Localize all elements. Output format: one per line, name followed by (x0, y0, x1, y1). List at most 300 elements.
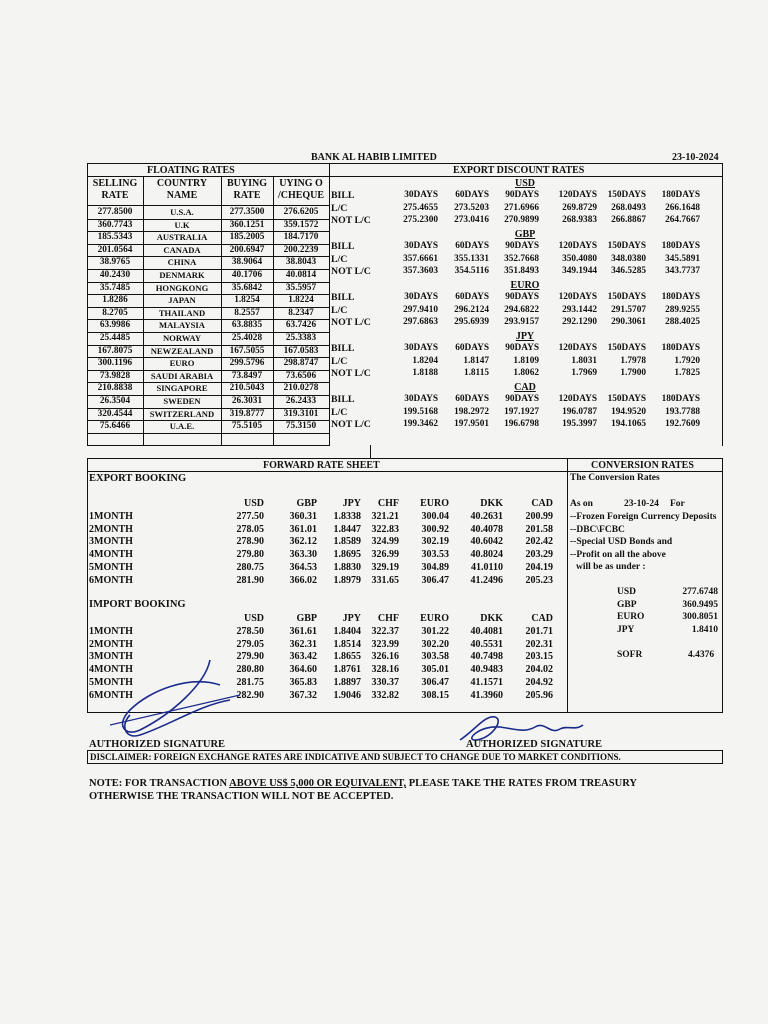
forward-rate: 363.42 (289, 651, 317, 663)
floating-rate: 8.2557 (234, 307, 260, 318)
floating-rate: 276.6205 (283, 207, 319, 217)
forward-rate: 367.32 (289, 689, 317, 701)
forward-rate: 361.01 (289, 523, 317, 535)
discount-rate: 180DAYS (661, 343, 700, 353)
forward-rate: 306.47 (421, 676, 449, 688)
discount-rate: 90DAYS (505, 394, 539, 404)
discount-rate: 357.6661 (403, 253, 438, 264)
floating-header: BUYING (226, 178, 267, 189)
export-discount-title: EXPORT DISCOUNT RATES (453, 165, 585, 176)
floating-rate: 167.5055 (229, 345, 265, 356)
floating-rate: 75.3150 (285, 421, 317, 432)
floating-header: RATE (233, 190, 261, 201)
forward-rate: 303.58 (421, 651, 449, 663)
forward-rate: 1.8830 (333, 561, 361, 573)
forward-rate: 203.29 (525, 549, 553, 561)
discount-type: NOT L/C (331, 368, 371, 380)
discount-rate: 1.7900 (620, 368, 646, 379)
discount-rate: 120DAYS (558, 241, 597, 251)
forward-tenor: 4MONTH (89, 549, 133, 561)
discount-rate: 1.8062 (513, 368, 539, 379)
conversion-currency: JPY (617, 624, 635, 635)
forward-rate: 323.99 (371, 638, 399, 650)
conversion-note: --DBC\FCBC (570, 524, 625, 535)
discount-rate: 60DAYS (455, 241, 489, 251)
discount-rate: 197.9501 (454, 419, 489, 430)
forward-rate: 326.99 (371, 549, 399, 561)
floating-rate: 277.3500 (229, 207, 265, 217)
discount-rate: 195.3997 (562, 419, 597, 430)
discount-rate: 295.6939 (454, 317, 489, 328)
discount-currency: EURO (510, 280, 540, 291)
conversion-note: --Frozen Foreign Currency Deposits (570, 512, 717, 522)
discount-rate: 180DAYS (661, 241, 700, 251)
floating-country: JAPAN (168, 295, 196, 306)
floating-rate: 40.0814 (285, 270, 317, 280)
forward-tenor: 3MONTH (89, 651, 133, 663)
discount-rate: 296.2124 (454, 304, 489, 315)
floating-rate: 277.8500 (97, 207, 133, 217)
forward-rate: 1.8589 (333, 536, 361, 548)
discount-rate: 1.8147 (463, 355, 489, 366)
forward-rate: 306.47 (421, 574, 449, 586)
forward-header: DKK (480, 498, 503, 509)
discount-rate: 120DAYS (558, 292, 597, 302)
forward-rate: 40.6042 (470, 536, 503, 548)
discount-type: BILL (331, 241, 355, 252)
conversion-currency: GBP (617, 599, 637, 610)
conversion-currency: EURO (617, 612, 645, 623)
forward-rate: 1.8761 (333, 664, 361, 676)
floating-rate: 320.4544 (97, 408, 133, 419)
forward-header: EURO (420, 498, 449, 509)
disclaimer-text: DISCLAIMER: FOREIGN EXCHANGE RATES ARE INDICATIVE AND SUBJECT TO CHANGE DUE TO MARKET CONDITIONS. (90, 752, 621, 762)
discount-rate: 350.4080 (562, 253, 597, 264)
note-line-1 (89, 778, 637, 789)
discount-type: L/C (331, 406, 348, 418)
forward-rate: 321.21 (371, 511, 399, 522)
floating-country: HONGKONG (155, 282, 209, 293)
forward-header: GBP (296, 613, 317, 624)
discount-rate: 288.4025 (665, 317, 700, 328)
conversion-note: will be as under : (576, 562, 646, 573)
forward-rate: 365.83 (289, 676, 317, 688)
floating-rate: 299.5796 (229, 358, 265, 369)
discount-rate: 275.4655 (403, 202, 438, 213)
discount-rate: 60DAYS (455, 292, 489, 302)
discount-rate: 343.7737 (665, 266, 700, 277)
forward-rate: 303.53 (421, 549, 449, 561)
forward-header: CAD (531, 613, 553, 624)
as-on-date: 23-10-24 (624, 499, 659, 509)
discount-type: NOT L/C (331, 266, 371, 278)
floating-rate: 40.1706 (231, 270, 263, 280)
floating-country: MALAYSIA (158, 320, 205, 331)
forward-header: JPY (342, 498, 361, 509)
forward-tenor: 3MONTH (89, 536, 133, 548)
floating-rate: 40.2430 (99, 270, 131, 280)
forward-rate: 326.16 (371, 651, 399, 663)
floating-header: COUNTRY (156, 178, 208, 189)
floating-header: UYING O (279, 178, 323, 189)
discount-type: NOT L/C (331, 215, 371, 227)
forward-header: CHF (377, 498, 399, 509)
forward-header: USD (243, 498, 264, 509)
floating-title: FLOATING RATES (147, 165, 235, 176)
forward-rate: 280.75 (236, 561, 264, 573)
discount-rate: 194.1065 (611, 419, 646, 430)
floating-rate: 38.8043 (285, 257, 317, 268)
forward-rate: 366.02 (289, 574, 317, 586)
forward-rate: 41.3960 (470, 689, 503, 701)
discount-rate: 1.7969 (571, 368, 597, 379)
forward-tenor: 5MONTH (89, 676, 133, 688)
forward-rate: 281.90 (236, 574, 264, 586)
forward-rate: 203.15 (525, 651, 553, 663)
forward-rate: 41.0110 (471, 561, 503, 573)
discount-rate: 346.5285 (611, 266, 646, 277)
floating-country: SINGAPORE (156, 383, 208, 394)
discount-rate: 1.7825 (674, 368, 700, 379)
discount-rate: 196.6798 (504, 419, 539, 430)
note-prefix: NOTE: FOR TRANSACTION (89, 778, 230, 789)
discount-rate: 354.5116 (454, 266, 489, 277)
discount-rate: 60DAYS (455, 190, 489, 200)
floating-country: NORWAY (162, 333, 202, 343)
floating-rate: 319.3101 (283, 408, 319, 419)
discount-rate: 270.9899 (504, 215, 539, 226)
discount-rate: 30DAYS (404, 394, 438, 404)
sofr-label: SOFR (617, 650, 643, 660)
discount-rate: 120DAYS (558, 343, 597, 353)
forward-rate: 322.83 (371, 523, 399, 535)
discount-rate: 268.0493 (611, 202, 646, 213)
discount-type: BILL (331, 394, 355, 405)
discount-rate: 90DAYS (505, 292, 539, 302)
discount-rate: 197.1927 (504, 406, 539, 417)
conversion-rate: 1.8410 (691, 624, 718, 635)
forward-rate: 360.31 (289, 511, 317, 522)
left-signature-icon (110, 655, 250, 750)
discount-rate: 30DAYS (404, 190, 438, 200)
forward-tenor: 5MONTH (89, 561, 133, 573)
floating-rate: 8.2347 (288, 307, 314, 318)
conversion-currency: USD (617, 587, 637, 597)
discount-type: BILL (331, 292, 355, 303)
discount-currency: CAD (514, 382, 536, 393)
conversion-note: --Profit on all the above (570, 549, 666, 560)
discount-rate: 273.0416 (454, 215, 489, 226)
discount-rate: 297.9410 (403, 304, 438, 315)
floating-country: SWITZERLAND (149, 408, 215, 419)
floating-header: SELLING (92, 178, 138, 189)
floating-rate: 1.8286 (102, 295, 128, 306)
discount-currency: USD (514, 178, 535, 189)
forward-rate: 40.4078 (470, 523, 503, 535)
note-threshold: ABOVE US$ 5,000 OR EQUIVALENT, (229, 778, 407, 789)
discount-rate: 30DAYS (404, 343, 438, 353)
floating-country: NEWZEALAND (150, 345, 214, 356)
forward-rate: 280.80 (236, 664, 264, 676)
for-label: For (670, 499, 685, 509)
discount-rate: 348.0380 (611, 253, 646, 264)
discount-rate: 1.8204 (412, 355, 438, 366)
discount-rate: 192.7609 (665, 419, 700, 430)
forward-rate: 363.30 (289, 549, 317, 561)
forward-rate: 1.8404 (333, 626, 361, 637)
conversion-rate: 360.9495 (682, 599, 718, 610)
forward-header: EURO (420, 613, 449, 624)
floating-country: EURO (169, 358, 195, 369)
discount-type: BILL (331, 190, 355, 201)
discount-rate: 60DAYS (455, 343, 489, 353)
forward-header: CAD (531, 498, 553, 509)
forward-rate: 1.8514 (333, 638, 361, 650)
left-signature-label: AUTHORIZED SIGNATURE (89, 739, 226, 750)
forward-rate: 200.99 (525, 511, 553, 522)
discount-rate: 352.7668 (504, 253, 539, 264)
forward-rate: 332.82 (371, 689, 399, 701)
discount-rate: 60DAYS (455, 394, 489, 404)
discount-rate: 289.9255 (665, 304, 700, 315)
floating-rate: 26.2433 (285, 396, 317, 406)
discount-rate: 269.8729 (562, 202, 597, 213)
discount-rate: 293.9157 (504, 317, 539, 328)
floating-rate: 25.3383 (285, 333, 317, 343)
forward-rate: 1.8979 (333, 574, 361, 586)
floating-rate: 359.1572 (283, 219, 319, 230)
floating-country: SWEDEN (163, 396, 201, 406)
forward-rate: 278.90 (236, 536, 264, 548)
floating-country: U.A.E. (169, 421, 195, 432)
note-line-2: OTHERWISE THE TRANSACTION WILL NOT BE ACCEPTED. (89, 791, 394, 802)
forward-rate: 202.42 (525, 536, 553, 548)
forward-header: DKK (480, 613, 503, 624)
discount-rate: 1.7978 (620, 355, 646, 366)
forward-rate: 302.19 (421, 536, 449, 548)
conversion-title: CONVERSION RATES (591, 460, 694, 471)
forward-tenor: 2MONTH (89, 638, 133, 650)
forward-rate: 301.22 (421, 626, 449, 637)
discount-rate: 150DAYS (607, 241, 646, 251)
forward-rate: 329.19 (371, 561, 399, 573)
discount-type: BILL (331, 343, 355, 354)
floating-rate: 26.3031 (231, 396, 263, 406)
forward-rate: 300.04 (421, 511, 449, 522)
discount-rate: 1.8188 (412, 368, 438, 379)
forward-rate: 364.53 (289, 561, 317, 573)
floating-rate: 167.0583 (283, 345, 319, 356)
floating-rate: 73.8497 (231, 370, 263, 381)
discount-rate: 198.2972 (454, 406, 489, 417)
floating-country: U.K (174, 219, 190, 230)
forward-rate: 282.90 (236, 689, 264, 701)
floating-country: U.S.A. (170, 207, 194, 217)
floating-header: RATE (101, 190, 129, 201)
floating-rate: 210.8838 (97, 383, 133, 394)
forward-tenor: 6MONTH (89, 574, 133, 586)
forward-rate: 41.2496 (470, 574, 503, 586)
forward-rate: 279.80 (236, 549, 264, 561)
floating-rate: 75.6466 (99, 421, 131, 432)
discount-rate: 30DAYS (404, 292, 438, 302)
discount-rate: 1.7920 (674, 355, 700, 366)
forward-rate: 1.8897 (333, 676, 361, 688)
discount-rate: 194.9520 (611, 406, 646, 417)
forward-rate: 322.37 (371, 626, 399, 637)
note-suffix: PLEASE TAKE THE RATES FROM TREASURY (406, 778, 637, 789)
forward-rate: 40.2631 (470, 511, 503, 522)
forward-rate: 1.8695 (333, 549, 361, 561)
forward-header: GBP (296, 498, 317, 509)
discount-rate: 290.3061 (611, 317, 646, 328)
discount-rate: 355.1331 (454, 253, 489, 264)
floating-country: DENMARK (159, 270, 205, 280)
forward-rate: 328.16 (371, 664, 399, 676)
floating-rate: 200.2239 (283, 244, 319, 255)
forward-header: JPY (342, 613, 361, 624)
floating-rate: 1.8224 (288, 295, 314, 306)
discount-rate: 150DAYS (607, 190, 646, 200)
discount-type: L/C (331, 202, 348, 214)
discount-rate: 264.7667 (665, 215, 700, 226)
forward-rate: 279.05 (236, 638, 264, 650)
discount-rate: 199.5168 (403, 406, 438, 417)
discount-currency: JPY (515, 331, 535, 342)
floating-rate: 1.8254 (234, 295, 260, 306)
discount-rate: 268.9383 (562, 215, 597, 226)
forward-header: CHF (377, 613, 399, 624)
forward-rate: 1.8447 (333, 523, 361, 535)
forward-rate: 300.92 (421, 523, 449, 535)
floating-rate: 184.7170 (283, 232, 319, 243)
floating-rate: 75.5105 (231, 421, 263, 432)
discount-rate: 120DAYS (558, 190, 597, 200)
floating-rate: 200.6947 (229, 244, 265, 255)
forward-rate: 330.37 (371, 676, 399, 688)
floating-rate: 63.8835 (231, 320, 263, 331)
forward-rate: 362.31 (289, 638, 317, 650)
forward-rate: 331.65 (371, 574, 399, 586)
floating-rate: 35.5957 (285, 282, 317, 293)
sofr-value: 4.4376 (688, 650, 715, 660)
discount-rate: 90DAYS (505, 190, 539, 200)
floating-rate: 25.4485 (99, 333, 131, 343)
floating-country: AUSTRALIA (156, 232, 208, 243)
forward-rate: 364.60 (289, 664, 317, 676)
forward-rate: 308.15 (421, 689, 449, 701)
discount-rate: 293.1442 (562, 304, 597, 315)
forward-rate: 278.05 (236, 523, 264, 535)
discount-rate: 1.8031 (571, 355, 597, 366)
forward-rate: 41.1571 (470, 676, 503, 688)
floating-rate: 360.1251 (229, 219, 265, 230)
discount-rate: 180DAYS (661, 292, 700, 302)
forward-rate: 40.7498 (470, 651, 503, 663)
forward-rate: 362.12 (289, 536, 317, 548)
forward-tenor: 4MONTH (89, 664, 133, 676)
export-booking-label: EXPORT BOOKING (89, 473, 187, 484)
floating-rate: 63.9986 (99, 320, 131, 331)
forward-rate: 305.01 (421, 664, 449, 676)
forward-tenor: 1MONTH (89, 626, 133, 637)
forward-header: USD (243, 613, 264, 624)
floating-country: CHINA (167, 257, 197, 268)
discount-rate: 345.5891 (665, 253, 700, 264)
forward-rate: 205.96 (525, 689, 553, 701)
discount-rate: 273.5203 (454, 202, 489, 213)
floating-rate: 35.6842 (231, 282, 263, 293)
discount-rate: 90DAYS (505, 343, 539, 353)
floating-country: THAILAND (158, 307, 206, 318)
floating-rate: 201.0564 (97, 244, 133, 255)
floating-rate: 63.7426 (285, 320, 317, 331)
discount-rate: 150DAYS (607, 292, 646, 302)
floating-country: SAUDI ARABIA (150, 370, 214, 381)
floating-rate: 8.2705 (102, 307, 128, 318)
discount-rate: 271.6966 (504, 202, 539, 213)
sheet-date: 23-10-2024 (672, 152, 719, 163)
floating-country: CANADA (163, 244, 201, 255)
forward-rate: 201.58 (525, 523, 553, 535)
forward-rate: 279.90 (236, 651, 264, 663)
floating-rate: 38.9064 (231, 257, 263, 268)
floating-rate: 210.5043 (229, 383, 265, 394)
forward-tenor: 6MONTH (89, 689, 133, 701)
floating-rate: 167.8075 (97, 345, 133, 356)
floating-rate: 210.0278 (283, 383, 319, 394)
disclaimer-box (87, 750, 723, 764)
bank-title: BANK AL HABIB LIMITED (311, 152, 437, 163)
forward-rate: 324.99 (371, 536, 399, 548)
forward-rate: 202.31 (525, 638, 553, 650)
discount-rate: 120DAYS (558, 394, 597, 404)
forward-rate: 1.8338 (333, 511, 361, 522)
discount-rate: 180DAYS (661, 190, 700, 200)
conversion-rate: 277.6748 (682, 587, 718, 597)
forward-rate: 278.50 (236, 626, 264, 637)
floating-rate: 360.7743 (97, 219, 133, 230)
discount-rate: 196.0787 (562, 406, 597, 417)
conversion-note: --Special USD Bonds and (570, 537, 673, 548)
floating-rate: 35.7485 (99, 282, 131, 293)
right-signature-label: AUTHORIZED SIGNATURE (466, 739, 603, 750)
floating-header: NAME (166, 190, 198, 201)
forward-rate: 205.23 (525, 574, 553, 586)
floating-rate: 185.2005 (229, 232, 265, 243)
discount-type: NOT L/C (331, 317, 371, 329)
floating-rate: 73.9828 (99, 370, 131, 381)
conversion-subtitle: The Conversion Rates (570, 473, 660, 483)
discount-rate: 297.6863 (403, 317, 438, 328)
forward-rate: 201.71 (525, 626, 553, 637)
floating-rate: 185.5343 (97, 232, 133, 243)
floating-rate: 73.6506 (285, 370, 317, 381)
discount-rate: 150DAYS (607, 394, 646, 404)
discount-rate: 294.6822 (504, 304, 539, 315)
forward-rate: 40.4081 (470, 626, 503, 637)
discount-rate: 349.1944 (562, 266, 597, 277)
forward-rate: 40.9483 (470, 664, 503, 676)
discount-rate: 291.5707 (611, 304, 646, 315)
forward-rate: 277.50 (236, 511, 264, 522)
forward-rate: 1.9046 (333, 689, 361, 701)
discount-currency: GBP (514, 229, 536, 240)
floating-rate: 298.8747 (283, 358, 319, 369)
discount-rate: 150DAYS (607, 343, 646, 353)
as-on-label: As on (570, 499, 593, 509)
discount-rate: 1.8115 (463, 368, 489, 379)
